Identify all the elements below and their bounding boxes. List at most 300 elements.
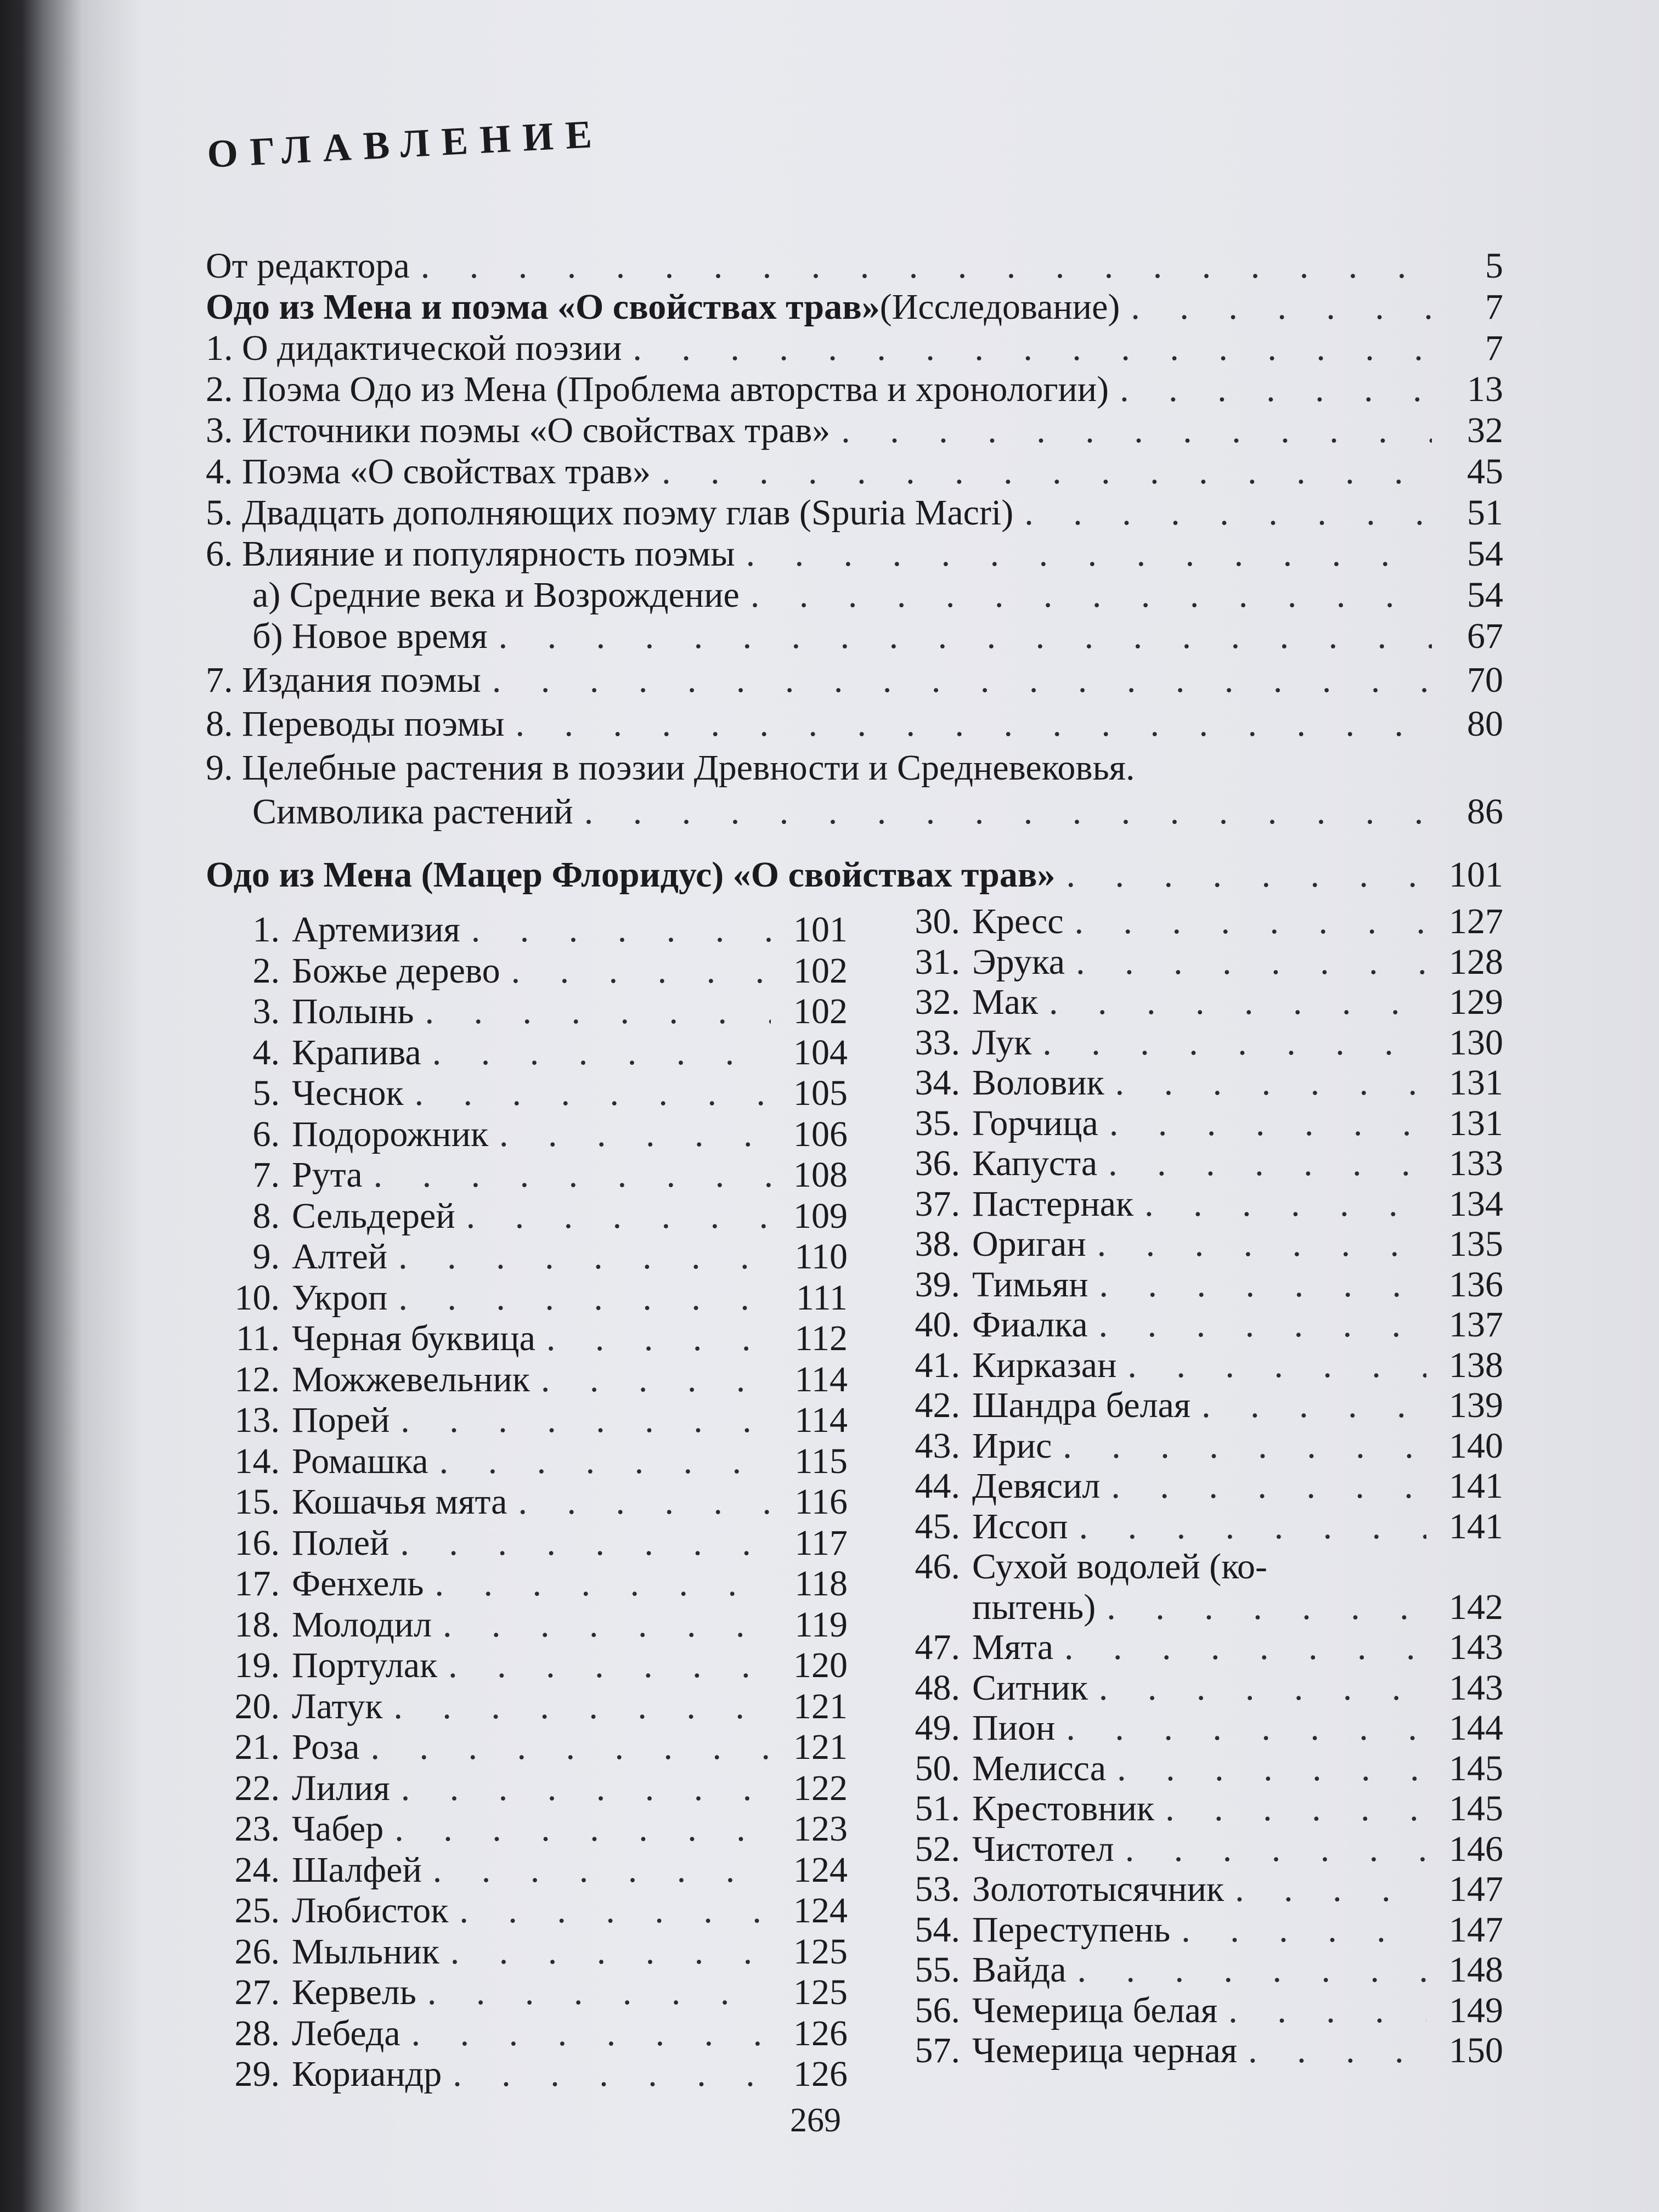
herb-name: Ромашка [292, 1441, 428, 1481]
herb-name: Мелисса [972, 1748, 1107, 1788]
herb-name: Пастернак [972, 1183, 1134, 1224]
herb-name: Золототысячник [972, 1869, 1224, 1909]
herb-page: 124 [793, 1849, 848, 1890]
dot-leader [427, 1971, 771, 2015]
herb-number: 56. [915, 1990, 960, 2030]
herb-name: Переступень [972, 1909, 1171, 1950]
dot-leader [1181, 1908, 1426, 1952]
herb-number: 6. [252, 1114, 280, 1154]
herb-name: Кресс [972, 901, 1064, 941]
herb-entry [900, 1747, 1503, 1791]
dot-leader [450, 1930, 771, 1974]
herb-page: 110 [794, 1237, 848, 1277]
herb-number: 4. [252, 1032, 280, 1073]
dot-leader [1066, 1706, 1426, 1750]
dot-leader [432, 1031, 771, 1075]
toc-chapter [206, 658, 1503, 702]
herb-number: 3. [252, 991, 280, 1031]
herb-entry [900, 1626, 1503, 1669]
page-title: ОГЛАВЛЕНИЕ [206, 111, 605, 177]
herb-number: 34. [915, 1063, 960, 1103]
herb-entry [219, 990, 848, 1034]
dot-leader [1125, 1827, 1426, 1871]
herb-number: 47. [915, 1627, 960, 1667]
herb-page: 111 [795, 1277, 848, 1318]
herb-name: Чеснок [292, 1073, 404, 1113]
herb-name: Чабер [292, 1809, 384, 1849]
toc-chapter-label: Символика растений [252, 792, 573, 832]
herb-page: 131 [1449, 1063, 1503, 1103]
herb-page: 109 [793, 1195, 848, 1236]
herb-name: Фенхель [292, 1564, 424, 1604]
herb-entry [219, 1889, 848, 1933]
herb-page: 115 [794, 1441, 848, 1481]
herb-number: 9. [252, 1237, 280, 1277]
herb-entry [219, 1725, 848, 1769]
herb-name: Полынь [292, 991, 414, 1031]
herb-entry [219, 1603, 848, 1647]
herb-entry [219, 2052, 848, 2096]
herb-name: Сельдерей [292, 1195, 455, 1236]
herb-number: 25. [234, 1891, 280, 1931]
herb-entry [219, 1113, 848, 1156]
herb-name: Чистотел [972, 1829, 1114, 1869]
herb-entry [219, 1194, 848, 1238]
dot-leader [471, 908, 771, 952]
herb-page: 117 [794, 1522, 848, 1563]
dot-leader [415, 1071, 771, 1115]
toc-chapter-label: 5. Двадцать дополняющих поэму глав (Spuria Macri) [206, 493, 1014, 533]
herb-name: Пион [972, 1708, 1056, 1748]
herb-number: 19. [234, 1645, 280, 1685]
toc-subchapter-label: б) Новое время [252, 616, 488, 656]
herb-number: 26. [234, 1931, 280, 1972]
dot-leader [1024, 491, 1432, 535]
herb-number: 29. [234, 2054, 280, 2094]
toc-chapter-label: 2. Поэма Одо из Мена (Проблема авторства и хронологии) [206, 369, 1109, 409]
herb-page: 137 [1449, 1305, 1503, 1345]
dot-leader [1075, 900, 1426, 944]
dot-leader [439, 1440, 771, 1483]
herb-number: 16. [234, 1522, 280, 1563]
herb-entry [900, 1666, 1503, 1710]
herb-entry [900, 1948, 1503, 1992]
herb-entry [900, 1344, 1503, 1387]
herb-name: Эрука [972, 941, 1065, 982]
herb-name: Крапива [292, 1032, 421, 1073]
herb-entry [900, 1464, 1503, 1508]
herb-entry [900, 1142, 1503, 1186]
herb-number: 27. [234, 1972, 280, 2012]
herb-number: 13. [234, 1400, 280, 1440]
herb-page: 102 [793, 950, 848, 991]
toc-entry-label: От редактора [206, 246, 410, 286]
herb-entry [219, 1971, 848, 2015]
dot-leader [1117, 1747, 1426, 1791]
herb-name: Артемизия [292, 910, 460, 950]
herb-page: 149 [1449, 1990, 1503, 2030]
herb-page: 134 [1449, 1183, 1503, 1224]
herb-entry [219, 1644, 848, 1688]
herb-entry [900, 1867, 1503, 1911]
herb-page: 143 [1449, 1627, 1503, 1667]
herb-entry [219, 1317, 848, 1361]
herb-number: 28. [234, 2013, 280, 2053]
herb-number: 48. [915, 1667, 960, 1708]
herb-entry [900, 1061, 1503, 1105]
toc-chapter [206, 409, 1503, 453]
toc-poem-heading [206, 853, 1503, 897]
toc-chapter [206, 702, 1503, 746]
herb-name: Роза [292, 1727, 360, 1767]
dot-leader [1165, 1787, 1426, 1831]
herb-page: 141 [1449, 1466, 1503, 1506]
herb-entry [219, 2012, 848, 2056]
dot-leader [662, 450, 1432, 494]
herb-number: 54. [915, 1909, 960, 1950]
herb-number: 17. [234, 1564, 280, 1604]
toc-chapter-page: 54 [1467, 534, 1503, 574]
herb-number: 14. [234, 1441, 280, 1481]
dot-leader [1127, 1344, 1426, 1387]
herb-page: 135 [1449, 1224, 1503, 1264]
herb-page: 128 [1449, 941, 1503, 982]
toc-chapter-continuation [252, 790, 1503, 834]
herb-entry [900, 1989, 1503, 2033]
herb-entry [219, 1807, 848, 1851]
herb-name: Чемерица черная [972, 2030, 1238, 2070]
toc-chapter-page: 80 [1467, 704, 1503, 744]
herb-number: 55. [915, 1950, 960, 1990]
dot-leader [453, 2052, 771, 2096]
herb-name: Можжевельник [292, 1359, 530, 1400]
herb-number: 5. [252, 1073, 280, 1113]
herb-number: 44. [915, 1466, 960, 1506]
herb-name: Шандра белая [972, 1385, 1191, 1425]
herb-entry [900, 980, 1503, 1024]
herb-name: Вайда [972, 1950, 1066, 1990]
herb-name: Полей [292, 1522, 390, 1563]
herb-number: 51. [915, 1788, 960, 1829]
herb-entry [219, 1562, 848, 1606]
dot-leader [633, 326, 1432, 370]
dot-leader [459, 1889, 771, 1933]
herb-entry [900, 1424, 1503, 1468]
herb-page: 121 [793, 1686, 848, 1726]
herb-name: Молодил [292, 1604, 432, 1645]
toc-chapter-label: 8. Переводы поэмы [206, 704, 505, 744]
herb-entry [900, 1505, 1503, 1549]
toc-chapter-page: 32 [1467, 410, 1503, 450]
toc-entry-label: Одо из Мена и поэма «О свойствах трав» [206, 287, 880, 327]
herb-name: Девясил [972, 1466, 1101, 1506]
herb-page: 122 [793, 1768, 848, 1808]
dot-leader [841, 409, 1432, 453]
herb-entry [900, 1222, 1503, 1266]
herb-page: 127 [1449, 901, 1503, 941]
herb-number: 15. [234, 1482, 280, 1522]
herb-entry [900, 1706, 1503, 1750]
herb-number: 23. [234, 1809, 280, 1849]
herb-page: 138 [1449, 1345, 1503, 1385]
dot-leader [518, 1480, 771, 1524]
herb-name: Кирказан [972, 1345, 1117, 1385]
dot-leader [546, 1317, 771, 1361]
dot-leader [1248, 2029, 1426, 2073]
dot-leader [492, 658, 1432, 702]
herb-entry [219, 1358, 848, 1402]
dot-leader [1097, 1222, 1426, 1266]
toc-chapter [206, 368, 1503, 411]
herb-entry [900, 1585, 1503, 1629]
dot-leader [425, 990, 771, 1034]
dot-leader [1144, 1182, 1426, 1226]
herb-number: 7. [252, 1155, 280, 1195]
herb-name: Горчица [972, 1103, 1098, 1143]
dot-leader [421, 244, 1432, 288]
toc-poem-heading-label: Одо из Мена (Мацер Флоридус) «О свойствах трав» [206, 855, 1056, 895]
herb-entry [219, 1235, 848, 1279]
herb-page: 130 [1449, 1022, 1503, 1063]
herb-number: 12. [234, 1359, 280, 1400]
herb-name: Крестовник [972, 1788, 1155, 1829]
toc-chapter-label: 9. Целебные растения в поэзии Древности и Средневековья. [206, 748, 1135, 788]
herb-entry [900, 1182, 1503, 1226]
herb-name: Кошачья мята [292, 1482, 507, 1522]
dot-leader [398, 1235, 771, 1279]
dot-leader [1107, 1585, 1426, 1629]
herb-page: 114 [794, 1359, 848, 1400]
herb-number: 18. [234, 1604, 280, 1645]
herb-number: 11. [235, 1318, 280, 1358]
dot-leader [393, 1685, 771, 1729]
herb-number: 36. [915, 1143, 960, 1183]
herb-entry [219, 1685, 848, 1729]
herb-number: 45. [915, 1506, 960, 1547]
herb-entry [219, 1930, 848, 1974]
herb-name: Латук [292, 1686, 383, 1726]
herb-page: 129 [1449, 982, 1503, 1022]
dot-leader [499, 614, 1432, 658]
herb-entry [900, 1021, 1503, 1065]
herb-page: 114 [794, 1400, 848, 1440]
herb-page: 123 [793, 1809, 848, 1849]
dot-leader [1099, 1666, 1426, 1710]
dot-leader [1099, 1263, 1426, 1307]
dot-leader [394, 1807, 771, 1851]
herb-entry [900, 1102, 1503, 1146]
herb-page: 120 [793, 1645, 848, 1685]
dot-leader [1201, 1384, 1426, 1427]
dot-leader [1099, 1303, 1426, 1347]
herb-entry [900, 1384, 1503, 1427]
herb-name: Портулак [292, 1645, 438, 1685]
herb-name: Укроп [292, 1277, 388, 1318]
herb-page: 106 [793, 1114, 848, 1154]
herb-name: Лук [972, 1022, 1032, 1063]
herb-page: 102 [793, 991, 848, 1031]
dot-leader [1131, 285, 1432, 329]
toc-poem-heading-page: 101 [1449, 855, 1503, 895]
dot-leader [1064, 1626, 1426, 1669]
herb-entry [219, 1153, 848, 1197]
herb-number: 40. [915, 1305, 960, 1345]
herb-number: 35. [915, 1103, 960, 1143]
dot-leader [515, 702, 1432, 746]
herb-page: 150 [1449, 2030, 1503, 2070]
herb-name: Шалфей [292, 1849, 422, 1890]
toc-chapter-page: 45 [1467, 452, 1503, 492]
herb-name: Сухой водолей (ко- [972, 1547, 1267, 1587]
herb-page: 119 [794, 1604, 848, 1645]
toc-chapter-label: 3. Источники поэмы «О свойствах трав» [206, 410, 831, 450]
dot-leader [448, 1644, 771, 1688]
dot-leader [1108, 1142, 1426, 1186]
toc-subchapter-page: 67 [1467, 616, 1503, 656]
dot-leader [1076, 940, 1426, 984]
dot-leader [1066, 853, 1432, 897]
herb-page: 143 [1449, 1667, 1503, 1708]
herb-name: Рута [292, 1155, 363, 1195]
herb-entry [900, 1303, 1503, 1347]
herb-page: 147 [1449, 1909, 1503, 1950]
herb-number: 43. [915, 1425, 960, 1466]
herb-name: Черная буквица [292, 1318, 535, 1358]
toc-chapter-page: 86 [1467, 792, 1503, 832]
dot-leader [499, 1113, 771, 1156]
toc-chapter-label: 1. О дидактической поэзии [206, 328, 622, 368]
herb-entry [219, 1440, 848, 1483]
herb-page: 124 [793, 1891, 848, 1931]
herb-entry [219, 949, 848, 993]
toc-entry-editor [206, 244, 1503, 288]
herb-name: Ситник [972, 1667, 1088, 1708]
dot-leader [1111, 1464, 1426, 1508]
herb-name: Капуста [972, 1143, 1098, 1183]
toc-chapter-label: 6. Влияние и популярность поэмы [206, 534, 735, 574]
page-number: 269 [790, 2102, 841, 2139]
herb-name: Любисток [292, 1891, 449, 1931]
herb-page: 121 [793, 1727, 848, 1767]
dot-leader [541, 1358, 771, 1402]
dot-leader [374, 1153, 771, 1197]
dot-leader [584, 790, 1432, 834]
dot-leader [1077, 1948, 1426, 1992]
herb-entry [219, 1480, 848, 1524]
herb-number: 52. [915, 1829, 960, 1869]
herb-name: Лебеда [292, 2013, 400, 2053]
herb-page: 136 [1449, 1264, 1503, 1305]
herb-name: Воловик [972, 1063, 1104, 1103]
toc-chapter-page: 51 [1467, 493, 1503, 533]
herb-name: Порей [292, 1400, 390, 1440]
herb-name: Божье дерево [292, 950, 500, 991]
herb-number: 50. [915, 1748, 960, 1788]
dot-leader [1063, 1424, 1426, 1468]
dot-leader [398, 1276, 771, 1320]
toc-entry-suffix: (Исследование) [879, 287, 1120, 327]
toc-chapter-page: 7 [1485, 328, 1503, 368]
dot-leader [370, 1725, 771, 1769]
herb-number: 46. [915, 1547, 960, 1587]
herb-name: Чемерица белая [972, 1990, 1218, 2030]
herb-page: 104 [793, 1032, 848, 1073]
dot-leader [400, 1398, 771, 1442]
toc-subchapter-page: 54 [1467, 575, 1503, 615]
herb-entry [219, 1848, 848, 1892]
herb-number: 21. [234, 1727, 280, 1767]
herb-number: 33. [915, 1022, 960, 1063]
herb-page: 131 [1449, 1103, 1503, 1143]
herb-page: 108 [793, 1155, 848, 1195]
herb-number: 53. [915, 1869, 960, 1909]
herb-page: 140 [1449, 1425, 1503, 1466]
herb-page: 118 [794, 1564, 848, 1604]
herb-page: 125 [793, 1931, 848, 1972]
herb-number: 20. [234, 1686, 280, 1726]
dot-leader [1109, 1102, 1426, 1146]
toc-entry-page: 5 [1485, 246, 1503, 286]
herb-entry [900, 1545, 1503, 1589]
herb-name: Иссоп [972, 1506, 1068, 1547]
herb-number: 32. [915, 982, 960, 1022]
herb-number: 38. [915, 1224, 960, 1264]
herb-entry [219, 1398, 848, 1442]
herb-number: 1. [252, 910, 280, 950]
herb-page: 141 [1449, 1506, 1503, 1547]
herb-entry [900, 1787, 1503, 1831]
herb-number: 10. [234, 1277, 280, 1318]
dot-leader [751, 573, 1432, 617]
herb-number: 2. [252, 950, 280, 991]
herb-entry [900, 1827, 1503, 1871]
herb-number: 30. [915, 901, 960, 941]
toc-subchapter-label: а) Средние века и Возрождение [252, 575, 740, 615]
herb-name: Кориандр [292, 2054, 442, 2094]
dot-leader [435, 1562, 771, 1606]
toc-chapter-label: 4. Поэма «О свойствах трав» [206, 452, 651, 492]
dot-leader [400, 1521, 771, 1565]
herb-number: 8. [252, 1195, 280, 1236]
herb-name: Подорожник [292, 1114, 489, 1154]
herb-name: Фиалка [972, 1305, 1088, 1345]
herb-number: 57. [915, 2030, 960, 2070]
herb-number: 39. [915, 1264, 960, 1305]
dot-leader [411, 2012, 771, 2056]
toc-entry-study [206, 285, 1503, 329]
toc-subchapter [252, 573, 1503, 617]
herb-page: 133 [1449, 1143, 1503, 1183]
toc-chapter [206, 532, 1503, 576]
herb-entry [900, 1263, 1503, 1307]
toc-chapter [206, 491, 1503, 535]
toc-chapter-page: 70 [1467, 660, 1503, 700]
dot-leader [401, 1767, 771, 1810]
herb-entry [900, 1908, 1503, 1952]
herb-number: 31. [915, 941, 960, 982]
herb-page: 145 [1449, 1748, 1503, 1788]
toc-subchapter [252, 614, 1503, 658]
toc-chapter [206, 326, 1503, 370]
toc-chapter-label: 7. Издания поэмы [206, 660, 481, 700]
herb-name: Тимьян [972, 1264, 1088, 1305]
herb-page: 147 [1449, 1869, 1503, 1909]
herb-page: 112 [794, 1318, 848, 1358]
herb-page: 116 [794, 1482, 848, 1522]
dot-leader [1120, 368, 1432, 411]
toc-chapter [206, 450, 1503, 494]
dot-leader [1042, 1021, 1426, 1065]
